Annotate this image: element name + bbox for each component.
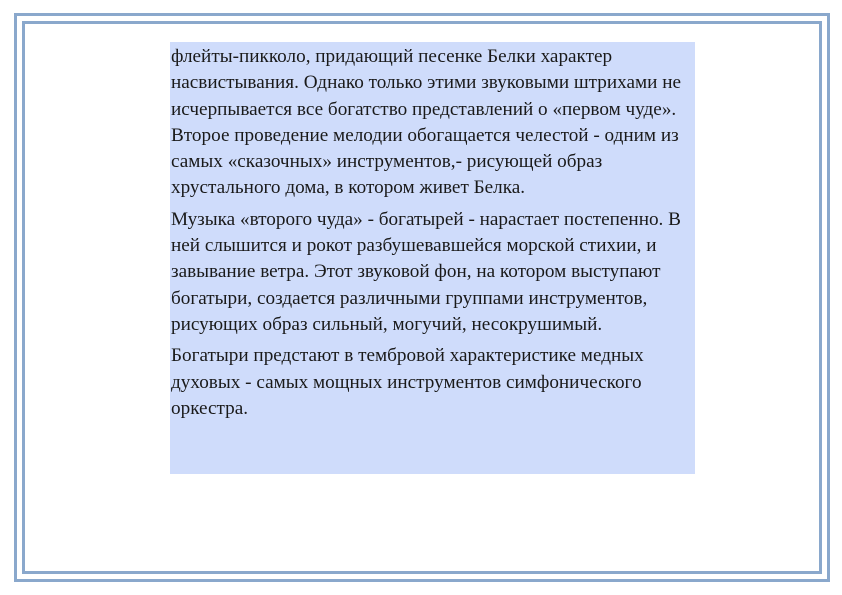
text-block <box>170 42 695 474</box>
paragraph-1: флейты-пикколо, придающий песенке Белки характер насвистывания. Однако только этими звуковыми штрихами не исчерпывается все богатство представлений о «первом чуде». Второе проведение мелодии обогащается челестой - одним из самых «сказочных» инструментов,- рисующей образ хрустального дома, в котором живет Белка. <box>171 46 682 199</box>
paragraph-3: Богатыри предстают в тембровой характеристике медных духовых - самых мощных инструментов симфонического оркестра. <box>171 345 644 419</box>
paragraph-2: Музыка «второго чуда» - богатырей - нарастает постепенно. В ней слышится и рокот разбушевавшейся морской стихии, и завывание ветра. Этот звуковой фон, на котором выступают богатыри, создается различными группами инструментов, рисующих образ сильный, могучий, несокрушимый. <box>171 208 681 335</box>
